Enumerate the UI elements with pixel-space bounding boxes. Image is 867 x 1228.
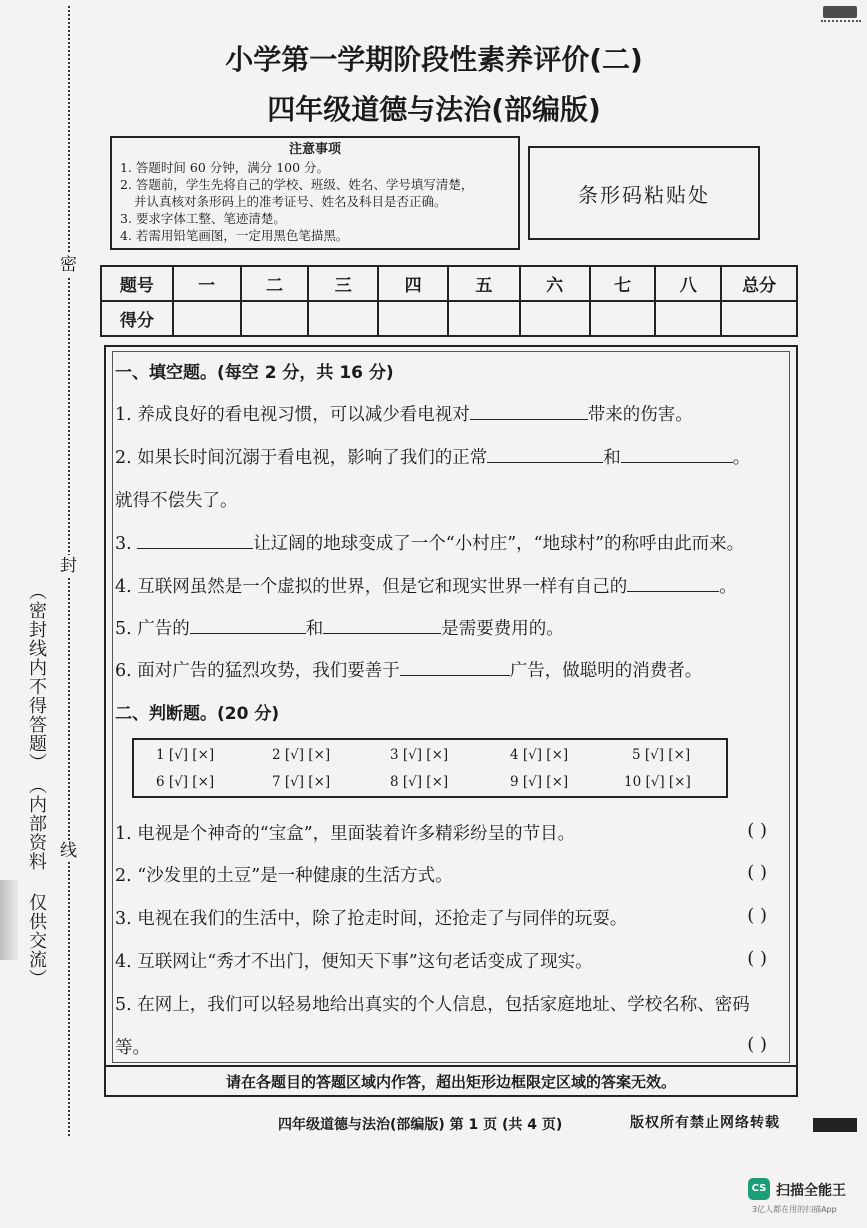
score-cell[interactable]	[655, 301, 721, 336]
q4-blank[interactable]	[627, 574, 719, 592]
score-header-cell: 五	[448, 266, 520, 301]
notice-item: 1. 答题时间 60 分钟，满分 100 分。	[120, 160, 330, 175]
answer-item-7[interactable]: 7 [√] [×]	[272, 774, 331, 790]
copyright-notice: 版权所有禁止网络转载	[630, 1115, 780, 1131]
answer-item-1[interactable]: 1 [√] [×]	[156, 747, 215, 763]
jq1-text: 1. 电视是个神奇的“宝盒”，里面装着许多精彩纷呈的节目。	[115, 824, 576, 844]
answer-item-4[interactable]: 4 [√] [×]	[510, 747, 569, 763]
q6-blank[interactable]	[400, 658, 510, 676]
answer-item-6[interactable]: 6 [√] [×]	[156, 774, 215, 790]
judgement-answer-grid	[132, 738, 728, 798]
section2-heading: 二、判断题。(20 分)	[115, 704, 280, 724]
q2-punct: 。	[732, 448, 751, 468]
seal-char-feng: 封	[60, 556, 77, 576]
fill-question-4	[115, 573, 785, 598]
score-header-cell: 题号	[101, 266, 173, 301]
barcode-area	[528, 146, 760, 240]
score-row-label: 得分	[101, 301, 173, 336]
q5-blank-2[interactable]	[323, 616, 441, 634]
exam-title: 小学第一学期阶段性素养评价(二)	[225, 43, 643, 76]
judge-question-3	[115, 905, 785, 930]
answer-item-2[interactable]: 2 [√] [×]	[272, 747, 331, 763]
q2-blank-2[interactable]	[621, 445, 733, 463]
score-header-cell: 四	[378, 266, 448, 301]
q2-text-b: 和	[603, 448, 621, 468]
answer-item-10[interactable]: 10 [√] [×]	[624, 774, 691, 790]
jq4-text: 4. 互联网让“秀才不出门，便知天下事”这句老话变成了现实。	[115, 952, 593, 972]
notice-item: 4. 若需用铅笔画图，一定用黑色笔描黑。	[120, 228, 349, 243]
score-header-cell: 二	[241, 266, 309, 301]
score-header-cell: 一	[173, 266, 241, 301]
jq4-answer-paren[interactable]: ( )	[747, 948, 767, 969]
judge-question-5: 5. 在网上，我们可以轻易地给出真实的个人信息，包括家庭地址、学校名称、密码	[115, 995, 750, 1015]
q3-text-a: 3.	[115, 534, 132, 554]
scan-shadow	[0, 880, 18, 960]
q2-text-a: 2. 如果长时间沉溺于看电视，影响了我们的正常	[115, 448, 488, 468]
corner-dots	[821, 20, 861, 22]
jq3-text: 3. 电视在我们的生活中，除了抢走时间，还抢走了与同伴的玩耍。	[115, 909, 628, 929]
alignment-mark	[813, 1118, 857, 1132]
answer-item-9[interactable]: 9 [√] [×]	[510, 774, 569, 790]
barcode-label: 条形码粘贴处	[578, 182, 710, 207]
seal-char-mi: 密	[60, 255, 77, 275]
q4-text-a: 4. 互联网虽然是一个虚拟的世界，但是它和现实世界一样有自己的	[115, 577, 628, 597]
fill-question-6	[115, 657, 785, 682]
q3-blank[interactable]	[137, 531, 253, 549]
notice-title: 注意事项	[288, 142, 341, 157]
score-cell[interactable]	[520, 301, 590, 336]
score-cell[interactable]	[308, 301, 378, 336]
corner-mark	[823, 6, 857, 18]
answer-item-3[interactable]: 3 [√] [×]	[390, 747, 449, 763]
score-row	[101, 301, 797, 336]
q1-text-b: 带来的伤害。	[587, 405, 693, 425]
judge-question-1	[115, 820, 785, 845]
fill-question-2-cont: 就得不偿失了。	[115, 491, 238, 511]
q5-text-c: 是需要费用的。	[441, 619, 564, 639]
q5-text-b: 和	[305, 619, 324, 639]
notice-item: 并认真核对条形码上的准考证号、姓名及科目是否正确。	[134, 194, 447, 209]
jq2-text: 2. “沙发里的土豆”是一种健康的生活方式。	[115, 866, 453, 886]
q2-blank-1[interactable]	[487, 445, 603, 463]
q1-blank[interactable]	[470, 402, 588, 420]
fill-question-1	[115, 401, 785, 426]
score-cell[interactable]	[173, 301, 241, 336]
notice-box	[110, 136, 520, 250]
q6-text-b: 广告，做聪明的消费者。	[509, 661, 703, 681]
answer-item-5[interactable]: 5 [√] [×]	[632, 747, 691, 763]
score-cell[interactable]	[448, 301, 520, 336]
jq1-answer-paren[interactable]: ( )	[747, 820, 767, 841]
jq5-answer-paren[interactable]: ( )	[747, 1034, 767, 1055]
no-answer-note: （密封线内不得答题）	[26, 582, 47, 772]
q5-blank-1[interactable]	[190, 616, 306, 634]
score-cell[interactable]	[721, 301, 797, 336]
score-header-cell: 六	[520, 266, 590, 301]
jq5-text-b: 等。	[115, 1038, 150, 1058]
judge-question-2	[115, 862, 785, 887]
score-header-cell: 八	[655, 266, 721, 301]
answer-item-8[interactable]: 8 [√] [×]	[390, 774, 449, 790]
jq2-answer-paren[interactable]: ( )	[747, 862, 767, 883]
page-number-footer: 四年级道德与法治(部编版) 第 1 页 (共 4 页)	[278, 1117, 563, 1133]
scanner-tagline: 3亿人都在用的扫描App	[752, 1205, 837, 1214]
answer-area-warning: 请在各题目的答题区域内作答，超出矩形边框限定区域的答案无效。	[104, 1065, 798, 1097]
score-header-cell: 三	[308, 266, 378, 301]
score-header-cell: 七	[590, 266, 656, 301]
score-table	[100, 265, 798, 337]
score-header-cell: 总分	[721, 266, 797, 301]
score-cell[interactable]	[378, 301, 448, 336]
q6-text-a: 6. 面对广告的猛烈攻势，我们要善于	[115, 661, 400, 681]
score-header-row	[101, 266, 797, 301]
score-cell[interactable]	[590, 301, 656, 336]
fill-question-5	[115, 615, 785, 640]
q3-text-b: 让辽阔的地球变成了一个“小村庄”，“地球村”的称呼由此而来。	[253, 534, 745, 554]
fill-question-2	[115, 444, 785, 469]
exam-subtitle: 四年级道德与法治(部编版)	[267, 93, 601, 126]
judge-question-4	[115, 948, 785, 973]
judge-question-5-cont	[115, 1034, 785, 1059]
q4-text-b: 。	[719, 577, 737, 597]
seal-char-xian: 线	[60, 841, 77, 861]
scanner-app-name: 扫描全能王	[776, 1183, 846, 1199]
notice-item: 2. 答题前，学生先将自己的学校、班级、姓名、学号填写清楚，	[120, 177, 474, 192]
notice-item: 3. 要求字体工整、笔迹清楚。	[120, 211, 286, 226]
jq3-answer-paren[interactable]: ( )	[747, 905, 767, 926]
section1-heading: 一、填空题。(每空 2 分，共 16 分)	[115, 363, 394, 383]
q5-text-a: 5. 广告的	[115, 619, 190, 639]
camscanner-logo-icon: CS	[748, 1178, 770, 1200]
fill-question-3	[115, 530, 785, 555]
q1-text-a: 1. 养成良好的看电视习惯，可以减少看电视对	[115, 405, 470, 425]
score-cell[interactable]	[241, 301, 309, 336]
internal-use-note: （内部资料 仅供交流）	[26, 776, 47, 988]
